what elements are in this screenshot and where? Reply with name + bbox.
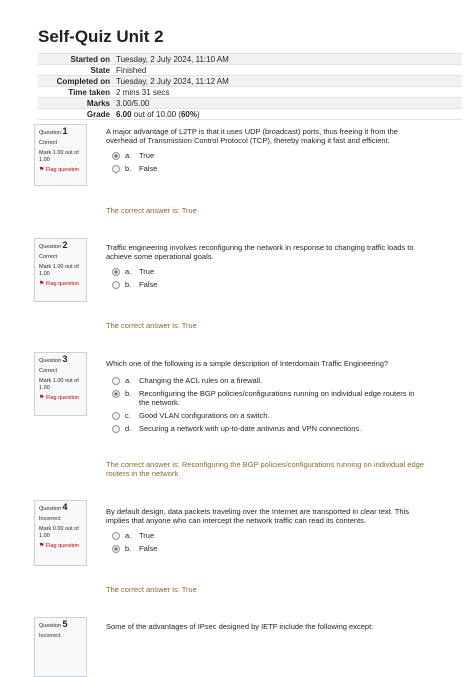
radio-button[interactable] — [112, 165, 120, 173]
question-info-box — [34, 238, 87, 302]
page-title: Self-Quiz Unit 2 — [38, 27, 164, 46]
summary-label: Marks — [38, 98, 116, 109]
flag-label: Flag question — [45, 281, 79, 287]
flag-icon: ⚑ — [39, 167, 45, 173]
flag-question-link[interactable] — [39, 543, 83, 550]
option-letter: a. — [125, 376, 132, 385]
option-letter: d. — [125, 424, 132, 433]
option-letter: c. — [125, 411, 131, 420]
option-text: True — [139, 151, 155, 160]
question-number: 2 — [62, 240, 68, 250]
question-content — [106, 243, 426, 293]
grade-percent: 60% — [180, 109, 197, 119]
radio-button[interactable] — [112, 268, 120, 276]
quiz-summary-table — [38, 53, 462, 120]
question-number-line — [39, 128, 83, 137]
summary-label: Grade — [38, 109, 116, 120]
summary-value: 3.00/5.00 — [116, 98, 462, 109]
question-info-box — [34, 500, 87, 566]
question-info-box — [34, 352, 87, 416]
option-letter: b. — [125, 280, 132, 289]
summary-value — [116, 109, 462, 120]
question-info-box — [34, 617, 87, 677]
radio-button[interactable] — [112, 281, 120, 289]
option-text: Changing the ACL rules on a firewall. — [139, 376, 263, 385]
question-info-box — [34, 124, 87, 186]
answer-option[interactable] — [112, 389, 426, 407]
question-text: By default design, data packets traveling over the Internet are transported in clear text. This implies that anyone who can intercept the network traffic can read its contents. — [106, 507, 409, 525]
question-state: Correct — [39, 140, 58, 146]
flag-label: Flag question — [45, 395, 79, 401]
answer-option[interactable] — [112, 411, 426, 420]
question-content — [106, 359, 426, 437]
radio-button[interactable] — [112, 377, 120, 385]
question-mark: Mark 0.00 out of 1.00 — [39, 526, 79, 539]
summary-row-state — [38, 65, 462, 76]
question-mark: Mark 1.00 out of 1.00 — [39, 378, 79, 391]
question-number: 1 — [62, 126, 68, 136]
flag-question-link[interactable] — [39, 167, 83, 174]
option-text: False — [139, 544, 158, 553]
option-text: False — [139, 280, 158, 289]
summary-row-completed — [38, 76, 462, 87]
answer-option[interactable] — [112, 164, 426, 173]
summary-value: Finished — [116, 65, 462, 76]
question-label: Question — [39, 130, 62, 136]
radio-button[interactable] — [112, 412, 120, 420]
radio-button[interactable] — [112, 390, 120, 398]
summary-row-time-taken — [38, 87, 462, 98]
summary-label: Started on — [38, 54, 116, 65]
option-text: False — [139, 164, 158, 173]
option-letter: a. — [125, 531, 132, 540]
summary-value: 2 mins 31 secs — [116, 87, 462, 98]
flag-label: Flag question — [45, 167, 79, 173]
question-content — [106, 127, 426, 177]
summary-label: State — [38, 65, 116, 76]
question-number-line — [39, 356, 83, 365]
answer-option[interactable] — [112, 280, 426, 289]
radio-button[interactable] — [112, 545, 120, 553]
answer-option[interactable] — [112, 267, 426, 276]
correct-answer-feedback: The correct answer is: True — [106, 206, 197, 215]
question-number: 4 — [62, 502, 68, 512]
grade-out-of: out of 10.00 ( — [131, 109, 181, 119]
question-text: Traffic engineering involves reconfiguring the network in response to changing traffic loads to achieve some operational goals. — [106, 243, 414, 261]
answer-option[interactable] — [112, 531, 426, 540]
summary-value: Tuesday, 2 July 2024, 11:10 AM — [116, 54, 462, 65]
answer-option[interactable] — [112, 151, 426, 160]
flag-icon: ⚑ — [39, 281, 45, 287]
question-label: Question — [39, 244, 62, 250]
flag-icon: ⚑ — [39, 543, 45, 549]
question-content — [106, 507, 426, 557]
option-letter: b. — [125, 164, 132, 173]
summary-row-started — [38, 54, 462, 65]
question-label: Question — [39, 358, 62, 364]
answer-option[interactable] — [112, 544, 426, 553]
question-state: Correct — [39, 368, 58, 374]
summary-label: Completed on — [38, 76, 116, 87]
question-mark: Mark 1.00 out of 1.00 — [39, 150, 79, 163]
question-text: Which one of the following is a simple description of Interdomain Traffic Engineering? — [106, 359, 389, 368]
correct-answer-feedback: The correct answer is: True — [106, 585, 197, 594]
correct-answer-feedback: The correct answer is: Reconfiguring the BGP policies/configurations running on individual edge routers in the network. — [106, 460, 424, 478]
question-number: 5 — [62, 619, 68, 629]
flag-label: Flag question — [45, 543, 79, 549]
radio-button[interactable] — [112, 425, 120, 433]
question-content — [106, 622, 426, 637]
flag-question-link[interactable] — [39, 395, 83, 402]
question-label: Question — [39, 506, 62, 512]
flag-question-link[interactable] — [39, 281, 83, 288]
question-number: 3 — [62, 354, 68, 364]
question-state: Incorrect — [39, 633, 61, 639]
question-number-line — [39, 242, 83, 251]
option-letter: b. — [125, 389, 132, 398]
question-number-line — [39, 504, 83, 513]
answer-option[interactable] — [112, 376, 426, 385]
question-state: Correct — [39, 254, 58, 260]
option-letter: a. — [125, 151, 132, 160]
option-text: Good VLAN configurations on a switch. — [139, 411, 270, 420]
option-text: Securing a network with up-to-date antivirus and VPN connections. — [139, 424, 362, 433]
question-text: A major advantage of L2TP is that it uses UDP (broadcast) ports, thus freeing it from the overhead of Transmission Control Protocol (TCP), thereby making it fast and efficient. — [106, 127, 398, 145]
correct-answer-feedback: The correct answer is: True — [106, 321, 197, 330]
question-label: Question — [39, 623, 62, 629]
radio-button[interactable] — [112, 532, 120, 540]
radio-button[interactable] — [112, 152, 120, 160]
question-mark: Mark 1.00 out of 1.00 — [39, 264, 79, 277]
option-letter: a. — [125, 267, 132, 276]
summary-label: Time taken — [38, 87, 116, 98]
grade-score: 6.00 — [116, 109, 132, 119]
answer-option[interactable] — [112, 424, 426, 433]
option-text: True — [139, 531, 155, 540]
question-state: Incorrect — [39, 516, 61, 522]
summary-row-grade — [38, 109, 462, 120]
summary-row-marks — [38, 98, 462, 109]
summary-value: Tuesday, 2 July 2024, 11:12 AM — [116, 76, 462, 87]
option-text: Reconfiguring the BGP policies/configurations running on individual edge routers in the network. — [139, 389, 415, 407]
option-letter: b. — [125, 544, 132, 553]
question-number-line — [39, 621, 83, 630]
option-text: True — [139, 267, 155, 276]
flag-icon: ⚑ — [39, 395, 45, 401]
question-text: Some of the advantages of IPsec designed by IETF include the following except: — [106, 622, 374, 631]
grade-close: ) — [196, 109, 200, 119]
